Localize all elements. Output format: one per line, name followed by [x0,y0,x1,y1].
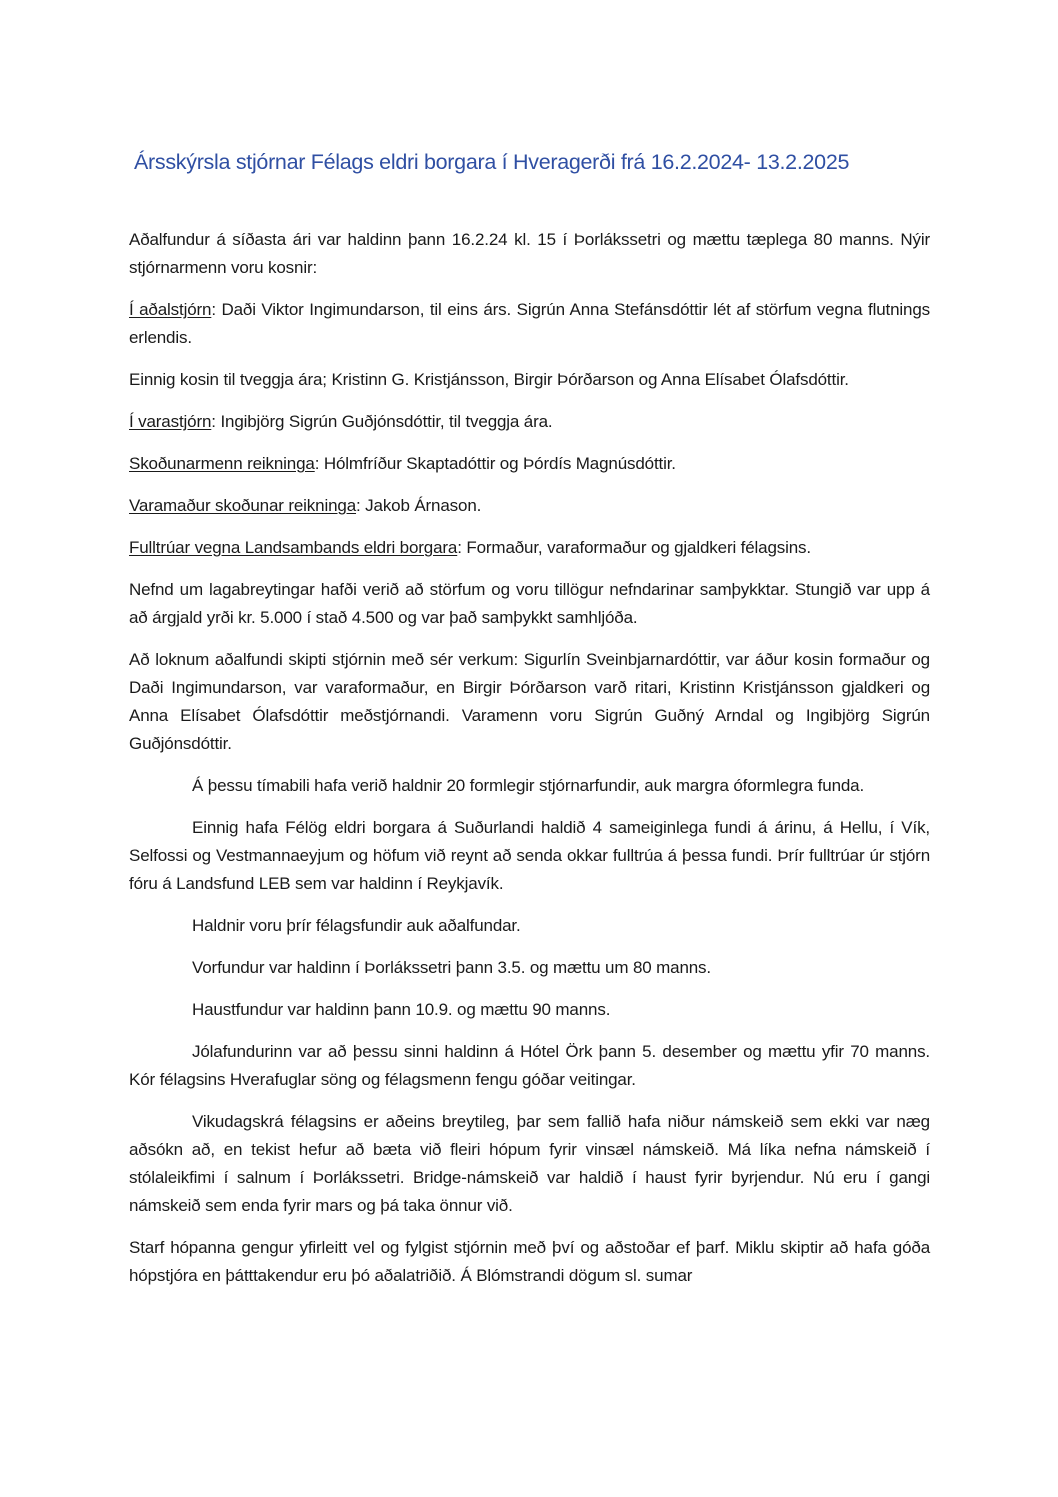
paragraph-alternate-auditor [129,492,930,520]
label-alternate-auditor: Varamaður skoðunar reikninga [129,496,357,515]
paragraph-society-meetings: Haldnir voru þrír félagsfundir auk aðalfundar. [192,916,521,935]
document-title: Ársskýrsla stjórnar Félags eldri borgara í Hveragerði frá 16.2.2024- 13.2.2025 [134,150,850,174]
paragraph-annual-meeting: Aðalfundur á síðasta ári var haldinn þann 16.2.24 kl. 15 í Þorlákssetri og mættu tæplega 80 manns. Nýir stjórnarmenn voru kosnir: [129,230,930,277]
text-main-board: : Daði Viktor Ingimundarson, til eins árs. Sigrún Anna Stefánsdóttir lét af störfum vegna flutnings erlendis. [129,300,930,347]
text-auditors: : Hólmfríður Skaptadóttir og Þórdís Magnúsdóttir. [314,454,676,473]
paragraph-auditors [129,450,930,478]
paragraph-board-roles: Að loknum aðalfundi skipti stjórnin með sér verkum: Sigurlín Sveinbjarnardóttir, var áður kosin formaður og Daði Ingimundarson, var varaformaður, en Birgir Þórðarson varð ritari, Kristinn Kristjánsson gjaldkeri og Anna Elísabet Ólafsdóttir meðstjórnandi. Varamenn voru Sigrún Guðný Arndal og Ingibjörg Sigrún Guðjónsdóttir. [129,650,930,753]
paragraph-south-iceland-meetings: Einnig hafa Félög eldri borgara á Suðurlandi haldið 4 sameiginlega fundi á árinu, á Hellu, í Vík, Selfossi og Vestmannaeyjum og höfum við reynt að senda okkar fulltrúa á þessa fundi. Þrír fulltrúar úr stjórn fóru á Landsfund LEB sem var haldinn í Reykjavík. [129,818,930,893]
paragraph-law-committee: Nefnd um lagabreytingar hafði verið að störfum og voru tillögur nefndarinar samþykktar. Stungið var upp á að árgjald yrði kr. 5.000 í stað 4.500 og var það samþykkt samhljóða. [129,580,930,627]
paragraph-representatives [129,534,930,562]
paragraph-main-board [129,296,930,352]
label-auditors: Skoðunarmenn reikninga [129,454,315,473]
label-representatives: Fulltrúar vegna Landsambands eldri borgara [129,538,458,557]
label-alternate-board: Í varastjórn [129,412,212,431]
document-body [129,226,930,1304]
paragraph-spring-meeting: Vorfundur var haldinn í Þorlákssetri þann 3.5. og mættu um 80 manns. [192,958,711,977]
paragraph-board-meetings: Á þessu tímabili hafa verið haldnir 20 formlegir stjórnarfundir, auk margra óformlegra funda. [192,776,865,795]
text-alternate-auditor: : Jakob Árnason. [356,496,482,515]
paragraph-autumn-meeting: Haustfundur var haldinn þann 10.9. og mættu 90 manns. [192,1000,611,1019]
paragraph-groups-work: Starf hópanna gengur yfirleitt vel og fylgist stjórnin með því og aðstoðar ef þarf. Miklu skiptir að hafa góða hópstjóra en þátttakendur eru þó aðalatriðið. Á Blómstrandi dögum sl. sumar [129,1238,930,1285]
text-alternate-board: : Ingibjörg Sigrún Guðjónsdóttir, til tveggja ára. [211,412,553,431]
paragraph-alternate-board [129,408,930,436]
label-main-board: Í aðalstjórn [129,300,212,319]
text-representatives: : Formaður, varaformaður og gjaldkeri félagsins. [457,538,811,557]
paragraph-weekly-schedule: Vikudagskrá félagsins er aðeins breytileg, þar sem fallið hafa niður námskeið sem ekki var næg aðsókn að, en tekist hefur að bæta við fleiri hópum fyrir vinsæl námskeið. Má líka nefna námskeið í stólaleikfimi í salnum í Þorlákssetri. Bridge-námskeið var haldið í haust fyrir byrjendur. Nú eru í gangi námskeið sem enda fyrir mars og þá taka önnur við. [129,1112,930,1215]
paragraph-elected-two-years: Einnig kosin til tveggja ára; Kristinn G. Kristjánsson, Birgir Þórðarson og Anna Elísabet Ólafsdóttir. [129,370,849,389]
paragraph-christmas-meeting: Jólafundurinn var að þessu sinni haldinn á Hótel Örk þann 5. desember og mættu yfir 70 manns. Kór félagsins Hverafuglar söng og félagsmenn fengu góðar veitingar. [129,1042,930,1089]
